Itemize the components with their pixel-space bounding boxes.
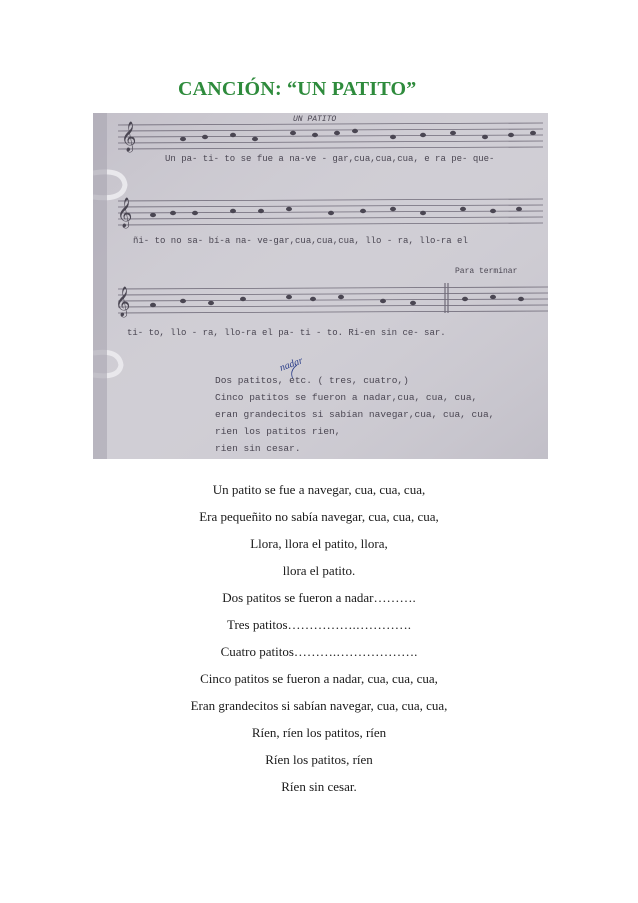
handwritten-note: nadar [278,355,305,374]
typed-line: Dos patitos, etc. ( tres, cuatro,) [215,375,409,386]
lyric-line: Tres patitos…………….…………. [226,617,412,632]
lyric-line: Ríen, ríen los patitos, ríen [251,725,387,740]
lyric-line: Llora, llora el patito, llora, [250,536,388,551]
lyric-line: Dos patitos se fueron a nadar………. [222,590,416,605]
treble-clef-icon: 𝄞 [121,122,137,151]
typed-line: rien sin cesar. [215,443,301,454]
typed-line: eran grandecitos si sabían navegar,cua, cua, cua, [215,409,495,420]
para-terminar-label: Para terminar [455,267,518,276]
treble-clef-icon: 𝄞 [117,198,133,227]
page-title: CANCIÓN: “UN PATITO” [178,78,417,100]
typed-line: Cinco patitos se fueron a nadar,cua, cua, cua, [215,392,478,403]
lyric-line: llora el patito. [282,563,356,578]
lyric-line: Eran grandecitos si sabían navegar, cua, cua, cua, [190,698,448,713]
lyric-line: Cuatro patitos……….………………. [220,644,418,659]
lyric-line: Ríen sin cesar. [281,779,357,794]
lyric-line: Era pequeñito no sabía navegar, cua, cua, cua, [199,509,439,524]
lyric-line: Ríen los patitos, ríen [265,752,373,767]
system-3-lyrics: ti- to, llo - ra, llo-ra el pa- ti - to. Ri-en sin ce- sar. [127,328,446,338]
system-1-lyrics: Un pa- ti- to se fue a na-ve - gar,cua,cua,cua, e ra pe- que- [165,154,495,164]
lyric-line: Cinco patitos se fueron a nadar, cua, cua, cua, [200,671,438,686]
typed-line: rien los patitos rien, [215,426,341,437]
sheet-title: UN PATITO [293,115,337,124]
lyric-line: Un patito se fue a navegar, cua, cua, cua, [212,482,426,497]
sheet-music-photo [93,113,548,459]
treble-clef-icon: 𝄞 [115,287,131,316]
system-2-lyrics: ñi- to no sa- bí-a na- ve-gar,cua,cua,cua, llo - ra, llo-ra el [133,236,468,246]
